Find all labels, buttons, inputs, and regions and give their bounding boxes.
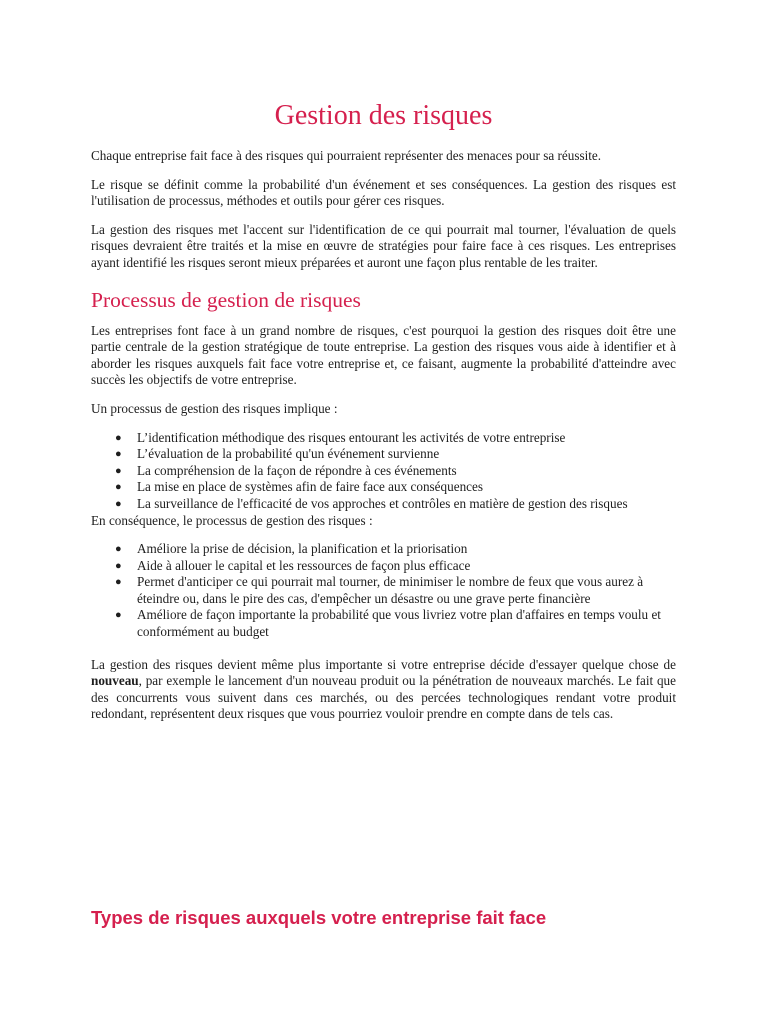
list-item: [115, 574, 676, 607]
list-item-text: L’évaluation de la probabilité qu'un événement survienne: [137, 446, 440, 462]
list-item-text: Aide à allouer le capital et les ressources de façon plus efficace: [137, 557, 471, 573]
paragraph-text-start: La gestion des risques devient même plus importante si votre entreprise décide d'essayer quelque chose de: [91, 656, 676, 672]
bullet-icon: ●: [115, 497, 122, 510]
list-item: [115, 429, 676, 447]
intro-paragraph-2: Le risque se définit comme la probabilité d'un événement et ses conséquences. La gestion des risques est l'utilisation de processus, méthodes et outils pour gérer ces risques.: [91, 176, 676, 209]
paragraph-text-end: , par exemple le lancement d'un nouveau produit ou la pénétration de nouveaux marchés. Le fait que des concurrents vous suivent dans ces marchés, ou des percées technologiques rendant votre produit redondant, représentent deux risques que vous pourriez vouloir prendre en compte dans de tels cas.: [91, 673, 676, 722]
section1-paragraph-1: Les entreprises font face à un grand nombre de risques, c'est pourquoi la gestion des risques doit être une partie centrale de la gestion stratégique de toute entreprise. La gestion des risques vous aide à identifier et à aborder les risques auxquels fait face votre entreprise et, ce faisant, augmente la probabilité d'atteindre avec succès les objectifs de votre entreprise.: [91, 322, 676, 388]
bullet-icon: ●: [115, 543, 122, 556]
bullet-icon: ●: [115, 448, 122, 461]
page-title: Gestion des risques: [274, 100, 493, 131]
list-item-text: L’identification méthodique des risques entourant les activités de votre entreprise: [137, 429, 566, 445]
bullet-icon: ●: [115, 431, 122, 444]
list-item: [115, 541, 676, 558]
list-item-text: La mise en place de systèmes afin de faire face aux conséquences: [137, 479, 484, 495]
list-item-text: La surveillance de l'efficacité de vos approches et contrôles en matière de gestion des risques: [137, 495, 628, 511]
list-item-text: La compréhension de la façon de répondre à ces événements: [137, 462, 457, 478]
intro-paragraph-1: Chaque entreprise fait face à des risques qui pourraient représenter des menaces pour sa réussite.: [91, 148, 602, 163]
list-item-text: Améliore la prise de décision, la planification et la priorisation: [137, 541, 468, 557]
bullet-icon: ●: [115, 559, 122, 572]
list-item: [115, 557, 676, 575]
list-item-text: Améliore de façon importante la probabilité que vous livriez votre plan d'affaires en temps voulu et conformément au budget: [137, 607, 661, 640]
list-item-text: Permet d'anticiper ce qui pourrait mal tourner, de minimiser le nombre de feux que vous aurez à éteindre ou, dans le pire des cas, d'empêcher un désastre ou une grave perte financière: [137, 574, 644, 606]
section-heading-processus: Processus de gestion de risques: [91, 287, 361, 312]
section-heading-types: Types de risques auxquels votre entreprise fait face: [91, 907, 547, 928]
list-item: [115, 495, 676, 513]
section1-paragraph-3: En conséquence, le processus de gestion des risques :: [91, 512, 373, 528]
benefits-list: [91, 541, 676, 641]
list-item: [115, 479, 676, 496]
list-item: [115, 607, 676, 640]
bullet-icon: ●: [115, 609, 122, 622]
intro-paragraph-3: La gestion des risques met l'accent sur l'identification de ce qui pourrait mal tourner, l'évaluation de quels risques devraient être traités et la mise en œuvre de stratégies pour faire face à ces risques. Les entreprises ayant identifié les risques seront mieux préparées et auront une façon plus rentable de les traiter.: [91, 221, 676, 270]
list-item: [115, 462, 676, 480]
emphasis-word: nouveau: [91, 673, 139, 689]
bullet-icon: ●: [115, 481, 122, 494]
section1-paragraph-2: Un processus de gestion des risques implique :: [91, 400, 338, 416]
bullet-icon: ●: [115, 464, 122, 477]
process-list: [91, 430, 676, 513]
section1-paragraph-4: [91, 657, 676, 723]
list-item: [115, 446, 676, 463]
bullet-icon: ●: [115, 576, 122, 589]
